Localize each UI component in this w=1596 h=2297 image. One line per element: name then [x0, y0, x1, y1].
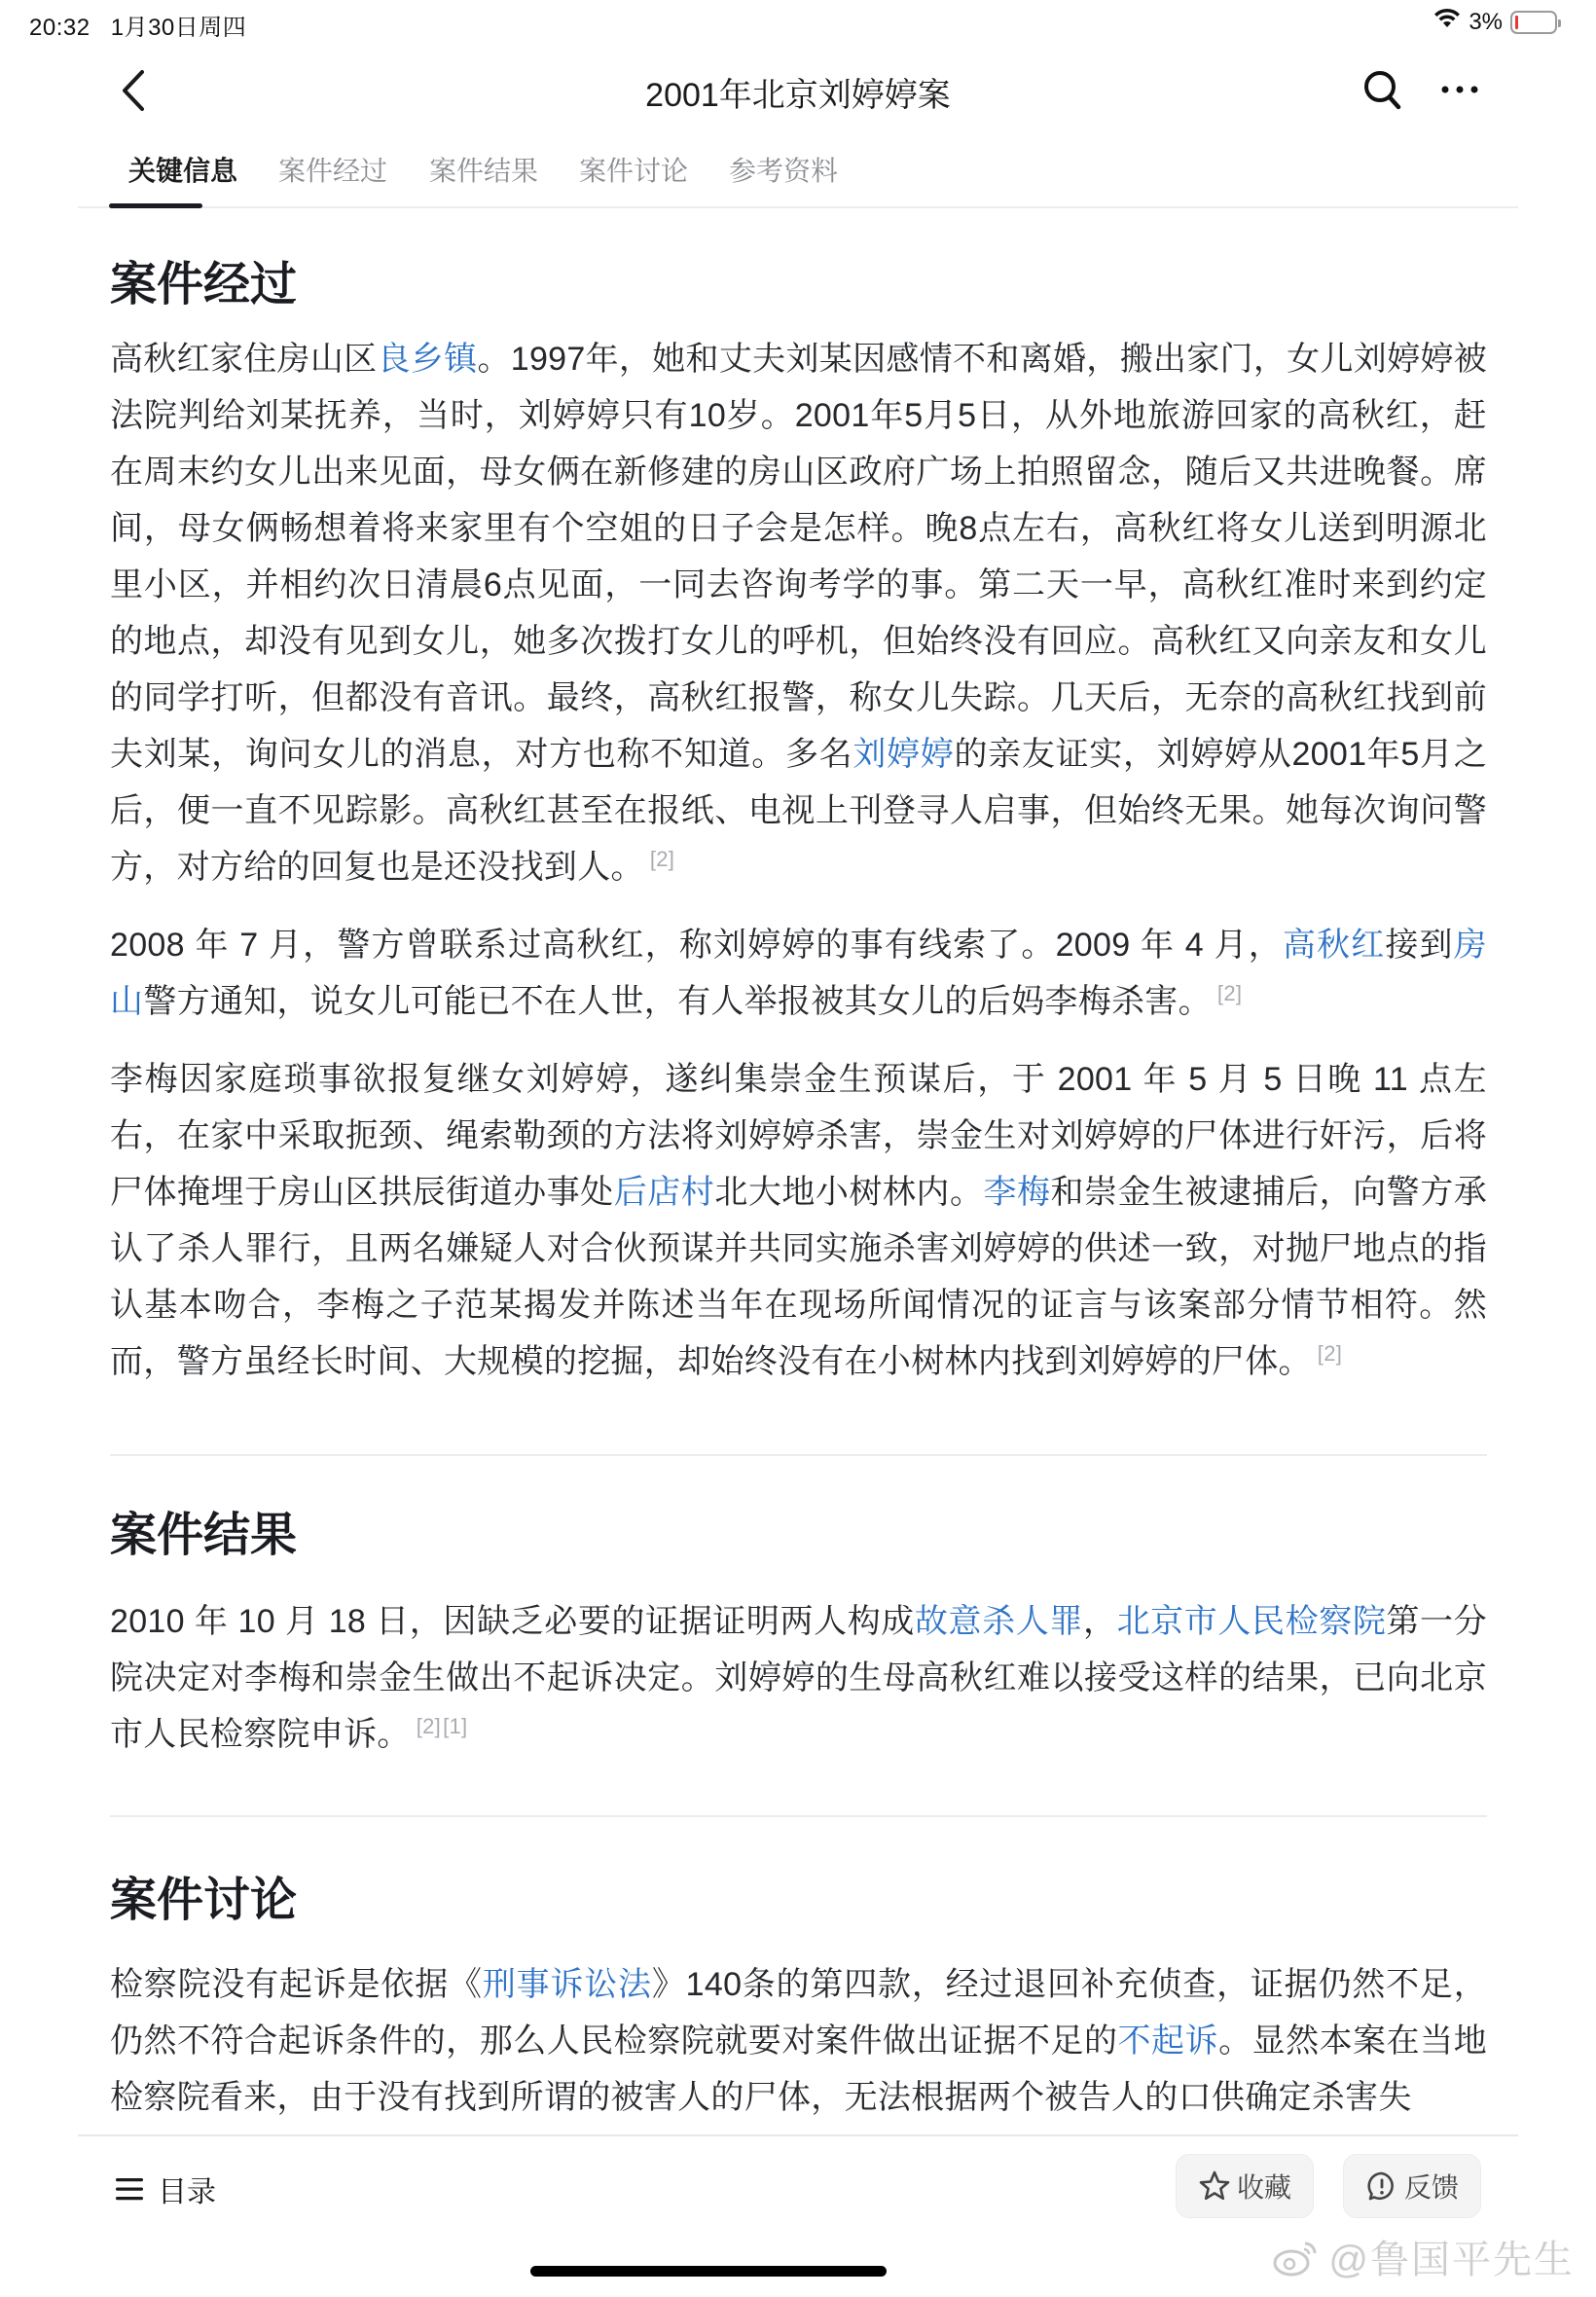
wifi-icon — [1433, 8, 1461, 36]
star-icon — [1198, 2169, 1231, 2203]
more-icon — [1440, 85, 1479, 94]
section-title-process: 案件经过 — [110, 259, 298, 310]
bottom-toolbar — [78, 2134, 1518, 2232]
status-indicators — [1433, 8, 1557, 36]
status-time-date — [29, 8, 260, 42]
link-fangshan[interactable]: 房山 — [110, 927, 1487, 1020]
section-tabs — [78, 144, 1518, 208]
link-liangxiang-town[interactable]: 良乡镇 — [377, 341, 478, 378]
table-of-contents-button[interactable] — [115, 2168, 216, 2210]
link-criminal-procedure-law[interactable]: 刑事诉讼法 — [482, 1966, 652, 2003]
status-time: 20:32 — [29, 15, 91, 41]
feedback-alert-icon — [1365, 2169, 1398, 2203]
toc-label: 目录 — [158, 2176, 216, 2208]
menu-list-icon — [115, 2176, 144, 2202]
link-intentional-homicide[interactable]: 故意杀人罪 — [914, 1603, 1083, 1640]
text: 》140条的第四款，经过退回补充侦查，证据仍然不足，仍然不符合起诉条件的，那么人民检察院就要对案件做出证据不足的 — [110, 1966, 1487, 2060]
tab-references[interactable]: 参考资料 — [729, 156, 839, 186]
top-nav-bar — [0, 56, 1596, 125]
text: 李梅因家庭琐事欲报复继女刘婷婷，遂纠集崇金生预谋后，于 2001 年 5 月 5 日晚 11 点左右，在家中采取扼颈、绳索勒颈的方法将刘婷婷杀害，崇金生对刘婷婷的尸体进行奸污，后将尸体掩埋于房山区拱辰街道办事处 — [110, 1061, 1487, 1211]
text: 检察院没有起诉是依据《 — [110, 1966, 483, 2003]
weibo-logo-icon — [1272, 2236, 1321, 2279]
link-gao-qiuhong[interactable]: 高秋红 — [1282, 927, 1386, 964]
paragraph — [110, 1956, 1487, 2126]
text: 。1997年，她和丈夫刘某因感情不和离婚，搬出家门，女儿刘婷婷被法院判给刘某抚养，当时，刘婷婷只有10岁。2001年5月5日，从外地旅游回家的高秋红，赶在周末约女儿出来见面，母女俩在新修建的房山区政府广场上拍照留念，随后又共进晚餐。席间，母女俩畅想着将来家里有个空姐的日子会是怎样。晚8点左右，高秋红将女儿送到明源北里小区，并相约次日清晨6点见面，一同去咨询考学的事。第二天一早，高秋红准时来到约定的地点，却没有见到女儿，她多次拨打女儿的呼机，但始终没有回应。高秋红又向亲友和女儿的同学打听，但都没有音讯。最终，高秋红报警，称女儿失踪。几天后，无奈的高秋红找到前夫刘某，询问女儿的消息，对方也称不知道。多名 — [110, 341, 1487, 773]
tab-case-discussion[interactable]: 案件讨论 — [579, 156, 689, 186]
favorite-button[interactable] — [1176, 2154, 1314, 2218]
text: 2008 年 7 月，警方曾联系过高秋红，称刘婷婷的事有线索了。2009 年 4 月， — [110, 927, 1283, 964]
favorite-label: 收藏 — [1237, 2172, 1292, 2203]
section-divider — [110, 1815, 1487, 1817]
tab-case-result[interactable]: 案件结果 — [429, 156, 539, 186]
citation[interactable]: [1] — [443, 1713, 468, 1738]
tab-case-process[interactable]: 案件经过 — [278, 156, 388, 186]
paragraph — [110, 331, 1487, 895]
section-title-result: 案件结果 — [110, 1510, 298, 1561]
text: 接到 — [1385, 927, 1454, 964]
link-li-mei[interactable]: 李梅 — [983, 1174, 1051, 1211]
link-beijing-procuratorate[interactable]: 北京市人民检察院 — [1116, 1603, 1387, 1640]
search-button[interactable] — [1356, 62, 1410, 117]
citation[interactable]: [2] — [416, 1713, 442, 1738]
citation[interactable]: [2] — [1216, 980, 1243, 1005]
more-options-button[interactable] — [1431, 62, 1489, 117]
feedback-label: 反馈 — [1404, 2172, 1460, 2203]
status-bar — [0, 0, 1596, 49]
section-divider — [110, 1454, 1487, 1456]
text: 2010 年 10 月 18 日，因缺乏必要的证据证明两人构成 — [110, 1603, 915, 1640]
page-title: 2001年北京刘婷婷案 — [645, 77, 951, 114]
paragraph — [110, 1593, 1487, 1763]
text: 第一分院决定对李梅和崇金生做出不起诉决定。刘婷婷的生母高秋红难以接受这样的结果，已向北京市人民检察院申诉。 — [110, 1603, 1487, 1753]
link-houdian-village[interactable]: 后店村 — [613, 1174, 715, 1211]
paragraph — [110, 917, 1487, 1030]
tab-key-info[interactable]: 关键信息 — [128, 156, 238, 186]
section-title-discussion: 案件讨论 — [110, 1875, 298, 1926]
feedback-button[interactable] — [1343, 2154, 1481, 2218]
link-non-prosecution[interactable]: 不起诉 — [1117, 2023, 1219, 2060]
search-icon — [1361, 68, 1404, 111]
section-case-discussion — [110, 1867, 1487, 2126]
section-case-result — [110, 1502, 1487, 1763]
status-date: 1月30日周四 — [110, 15, 247, 41]
watermark-text: @鲁国平先生 — [1328, 2239, 1575, 2281]
battery-percent: 3% — [1469, 8, 1503, 35]
text: 的亲友证实，刘婷婷从2001年5月之后，便一直不见踪影。高秋红甚至在报纸、电视上刊登寻人启事，但始终无果。她每次询问警方，对方给的回复也是还没找到人。 — [110, 736, 1487, 886]
citation[interactable]: [2] — [649, 846, 675, 871]
text: ， — [1082, 1603, 1117, 1640]
link-liu-tingting[interactable]: 刘婷婷 — [852, 736, 955, 773]
text: 高秋红家住房山区 — [110, 341, 378, 378]
text: 。显然本案在当地检察院看来，由于没有找到所谓的被害人的尸体，无法根据两个被告人的口供确定杀害失 — [110, 2023, 1487, 2116]
citation[interactable]: [2] — [1317, 1340, 1343, 1366]
battery-icon — [1510, 11, 1557, 34]
weibo-watermark — [1272, 2229, 1575, 2284]
text: 北大地小树林内。 — [714, 1174, 984, 1211]
paragraph — [110, 1051, 1487, 1390]
section-case-process — [110, 251, 1487, 1390]
home-indicator[interactable] — [530, 2266, 887, 2277]
active-tab-indicator — [109, 203, 202, 208]
text: 和崇金生被逮捕后，向警方承认了杀人罪行，且两名嫌疑人对合伙预谋并共同实施杀害刘婷婷的供述一致，对抛尸地点的指认基本吻合，李梅之子范某揭发并陈述当年在现场所闻情况的证言与该案部分情节相符。然而，警方虽经长时间、大规模的挖掘，却始终没有在小树林内找到刘婷婷的尸体。 — [110, 1174, 1488, 1380]
text: 警方通知，说女儿可能已不在人世，有人举报被其女儿的后妈李梅杀害。 — [143, 983, 1212, 1020]
